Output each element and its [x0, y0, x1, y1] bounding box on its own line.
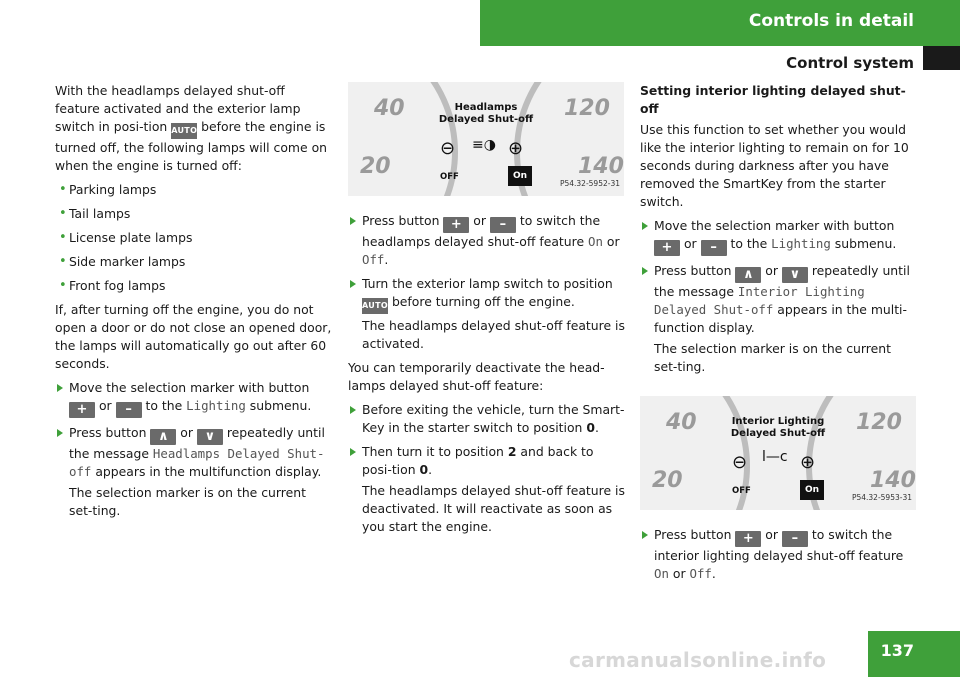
- interior-cluster-image: [640, 396, 916, 510]
- lamp-list-item: • Tail lamps: [55, 205, 333, 223]
- gauge-140: 140: [578, 154, 624, 179]
- on-label: On: [800, 480, 824, 500]
- lamp-list-item: • License plate lamps: [55, 229, 333, 247]
- intro-paragraph: With the headlamps delayed shut-off feature activated and the exterior lamp switch in posi-tion AUTO before the engine is turned off, the following lamps will come on when the engine is turned off:: [55, 83, 328, 173]
- page-number-box: [868, 631, 960, 677]
- activated-note: The headlamps delayed shut-off feature is activated.: [362, 318, 625, 351]
- down-button-icon: ∨: [782, 267, 808, 283]
- deactivated-note: The headlamps delayed shut-off feature is deactivated. It will reactivate as soon as you start the engine.: [362, 483, 625, 534]
- temporary-deactivate-intro: You can temporarily deactivate the head-lamps delayed shut-off feature:: [348, 360, 605, 393]
- interior-description: Use this function to set whether you would like the interior lighting to remain on for 10 seconds during darkness after you have removed the SmartKey from the starter switch.: [640, 122, 909, 209]
- minus-circle-icon: ⊖: [732, 452, 748, 473]
- gauge-120: 120: [856, 410, 902, 435]
- plus-circle-icon: ⊕: [508, 138, 524, 159]
- minus-button-icon: –: [116, 402, 142, 418]
- headlamps-cluster-image: [348, 82, 624, 196]
- image-reference: P54.32-5952-31: [559, 179, 620, 188]
- step-press-until-message: Press button ∧ or ∨ repeatedly until the message Interior Lighting Delayed Shut-off appears in the multi-function display.: [640, 262, 918, 337]
- minus-button-icon: –: [490, 217, 516, 233]
- minus-button-icon: –: [701, 240, 727, 256]
- gauge-40: 40: [666, 410, 697, 435]
- step-select-lighting: Move the selection marker with button + or – to the Lighting submenu.: [640, 217, 918, 256]
- minus-circle-icon: ⊖: [440, 138, 456, 159]
- up-button-icon: ∧: [735, 267, 761, 283]
- headlamp-icon: ≡◑: [472, 137, 496, 153]
- step-switch-feature: Press button + or – to switch the headlamps delayed shut-off feature On or Off.: [348, 212, 626, 269]
- step-position-two: Then turn it to position 2 and back to posi-tion 0.: [348, 443, 626, 479]
- gauge-140: 140: [870, 468, 916, 493]
- plus-button-icon: +: [69, 402, 95, 418]
- cluster-title: Interior Lighting Delayed Shut-off: [730, 416, 826, 439]
- step-switch-interior-feature: Press button + or – to switch the interior lighting delayed shut-off feature On or Off.: [640, 526, 918, 583]
- auto-switch-icon: AUTO: [171, 123, 197, 139]
- step-press-until-message: Press button ∧ or ∨ repeatedly until the message Headlamps Delayed Shut-off appears in the multifunction display.: [55, 424, 333, 481]
- off-label: OFF: [732, 486, 751, 496]
- gauge-40: 40: [374, 96, 405, 121]
- gauge-20: 20: [652, 468, 683, 493]
- after-engine-paragraph: If, after turning off the engine, you do not open a door or do not close an opened door, the lamps will automatically go out after 60 seconds.: [55, 302, 332, 371]
- interior-light-icon: ⅼ—ⅽ: [762, 449, 788, 465]
- header-section-title: Controls in detail: [748, 11, 914, 31]
- marker-note: The selection marker is on the current set-ting.: [69, 485, 306, 518]
- header-subsection-title: Control system: [786, 54, 914, 72]
- gauge-120: 120: [564, 96, 610, 121]
- on-label: On: [508, 166, 532, 186]
- plus-button-icon: +: [735, 531, 761, 547]
- step-select-lighting: Move the selection marker with button + or – to the Lighting submenu.: [55, 379, 333, 418]
- plus-circle-icon: ⊕: [800, 452, 816, 473]
- auto-switch-icon: AUTO: [362, 298, 388, 314]
- column-right: [640, 82, 918, 583]
- lamp-list-item: • Side marker lamps: [55, 253, 333, 271]
- step-turn-switch: Turn the exterior lamp switch to position AUTO before turning off the engine.: [348, 275, 626, 314]
- off-label: OFF: [440, 172, 459, 182]
- gauge-20: 20: [360, 154, 391, 179]
- page-number: 137: [880, 641, 914, 660]
- column-left: [55, 82, 333, 520]
- lamp-list-item: • Front fog lamps: [55, 277, 333, 295]
- image-reference: P54.32-5953-31: [851, 493, 912, 502]
- plus-button-icon: +: [654, 240, 680, 256]
- up-button-icon: ∧: [150, 429, 176, 445]
- down-button-icon: ∨: [197, 429, 223, 445]
- section-heading: Setting interior lighting delayed shut-off: [640, 83, 906, 116]
- header-tab-marker: [923, 46, 960, 70]
- cluster-title: Headlamps Delayed Shut-off: [438, 102, 534, 125]
- plus-button-icon: +: [443, 217, 469, 233]
- header-section-bar: [480, 0, 960, 46]
- step-position-zero: Before exiting the vehicle, turn the Smart-Key in the starter switch to position 0.: [348, 401, 626, 437]
- watermark: carmanualsonline.info: [569, 648, 827, 672]
- minus-button-icon: –: [782, 531, 808, 547]
- lamp-list-item: • Parking lamps: [55, 181, 333, 199]
- column-middle: [348, 82, 626, 536]
- marker-note: The selection marker is on the current set-ting.: [654, 341, 891, 374]
